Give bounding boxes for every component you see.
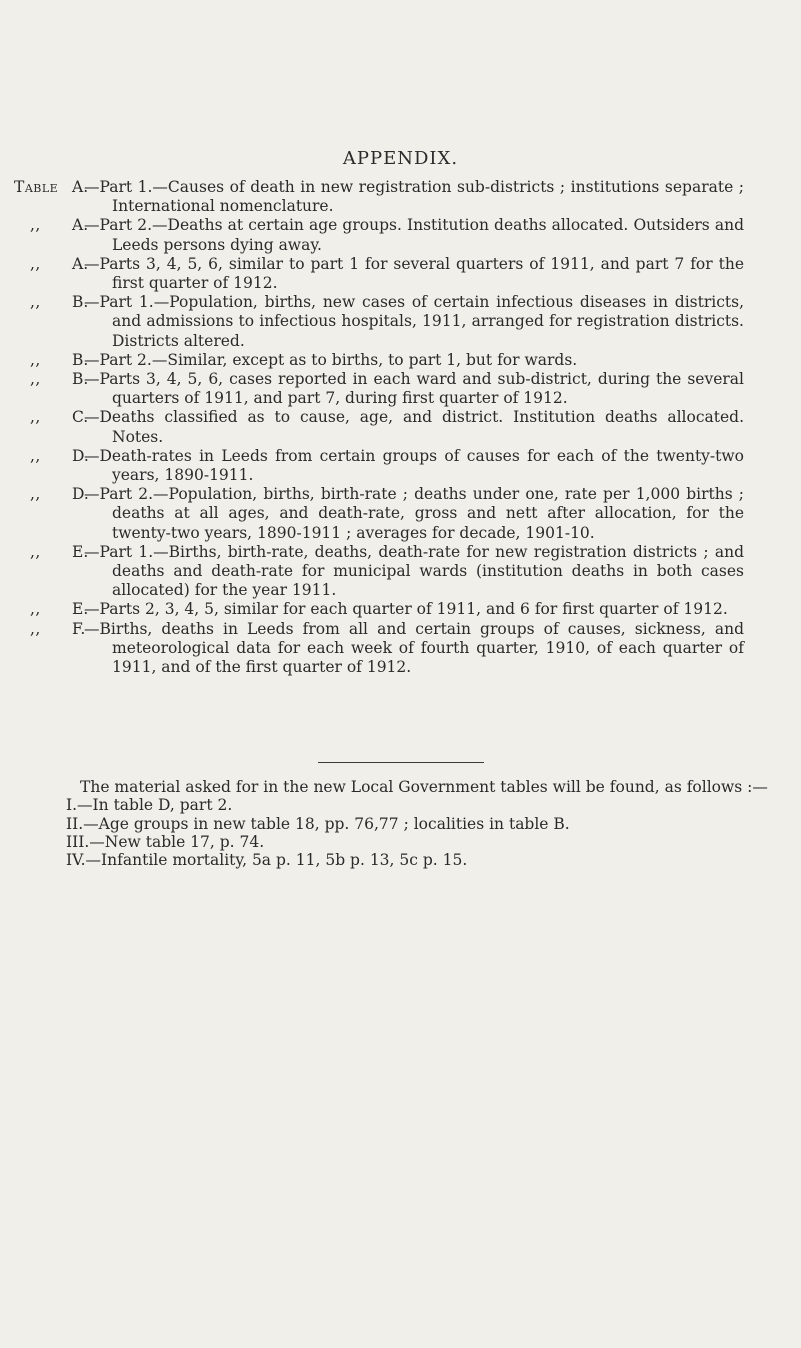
entry-lead: ,, — [30, 446, 41, 465]
table-entry — [14, 485, 774, 543]
entry-letter: F. — [72, 619, 86, 638]
table-entry — [14, 543, 774, 601]
entry-letter: C. — [72, 408, 89, 427]
entry-text: —Part 2.—Population, births, birth-rate ; deaths under one, rate per 1,000 births ; deaths at all ages, and death-rate, gross and nett after allocation, for the twenty-two years, 1890-1911 ; averages for decade, 1901-10. — [84, 485, 744, 542]
entry-lead: ,, — [30, 408, 41, 427]
entry-letter: D. — [72, 485, 89, 504]
entry-letter: D. — [72, 446, 89, 465]
table-entry — [14, 447, 774, 485]
entry-text: —Births, deaths in Leeds from all and certain groups of causes, sickness, and meteorological data for each week of fourth quarter, 1910, of each quarter of 1911, and of the first quarter of 1912. — [84, 619, 744, 677]
table-entry — [14, 216, 774, 254]
notes-intro: The material asked for in the new Local Government tables will be found, as follows :— — [80, 778, 768, 796]
entry-letter: A. — [72, 178, 89, 196]
notes-line: III.—New table 17, p. 74. — [66, 832, 265, 851]
entry-letter: E. — [72, 542, 89, 561]
table-entry — [14, 370, 774, 408]
table-entry — [14, 408, 774, 446]
entry-lead: ,, — [30, 254, 41, 273]
entry-letter: A. — [72, 216, 89, 235]
entry-letter: A. — [72, 254, 89, 273]
notes-line: I.—In table D, part 2. — [66, 796, 233, 815]
entry-letter: B. — [72, 350, 89, 369]
entry-lead: Table — [14, 178, 59, 196]
entry-lead: ,, — [30, 600, 41, 619]
entry-text: —Part 1.—Population, births, new cases of certain infectious diseases in districts, and admissions to infectious hospitals, 1911, arranged for registration districts. Districts altered. — [84, 293, 744, 350]
entry-text: —Parts 3, 4, 5, 6, similar to part 1 for several quarters of 1911, and part 7 for the first quarter of 1912. — [84, 254, 744, 293]
table-entry — [14, 178, 774, 216]
notes-line: II.—Age groups in new table 18, pp. 76,77 ; localities in table B. — [66, 814, 570, 833]
entry-letter: B. — [72, 293, 89, 312]
entry-letter: E. — [72, 600, 89, 619]
entry-text: —Deaths classified as to cause, age, and district. Institution deaths allocated. Notes. — [84, 408, 744, 446]
entry-text: —Parts 2, 3, 4, 5, similar for each quarter of 1911, and 6 for first quarter of 1912. — [84, 600, 728, 619]
entry-text: —Part 1.—Causes of death in new registration sub-districts ; institutions separate ; International nomenclature. — [84, 178, 744, 216]
entry-lead: ,, — [30, 350, 41, 369]
page-title: APPENDIX. — [342, 148, 459, 169]
notes-section — [50, 778, 780, 869]
entry-lead: ,, — [30, 619, 41, 638]
entry-lead: ,, — [30, 216, 41, 235]
table-entry — [14, 600, 774, 619]
entry-lead: ,, — [30, 485, 41, 504]
table-list — [14, 178, 774, 677]
table-entry — [14, 620, 774, 678]
table-entry — [14, 255, 774, 293]
table-entry — [14, 293, 774, 351]
entry-letter: B. — [72, 370, 89, 389]
table-entry — [14, 351, 774, 370]
entry-text: —Part 2.—Deaths at certain age groups. Institution deaths allocated. Outsiders and Leeds persons dying away. — [84, 216, 744, 254]
entry-lead: ,, — [30, 542, 41, 561]
entry-lead: ,, — [30, 370, 41, 389]
entry-text: —Part 1.—Births, birth-rate, deaths, death-rate for new registration districts ; and deaths and death-rate for municipal wards (institution deaths in both cases allocated) for the year 1911. — [84, 542, 744, 600]
entry-text: —Part 2.—Similar, except as to births, to part 1, but for wards. — [84, 350, 578, 369]
entry-lead: ,, — [30, 293, 41, 312]
notes-line: IV.—Infantile mortality, 5a p. 11, 5b p. 13, 5c p. 15. — [66, 851, 468, 870]
entry-text: —Parts 3, 4, 5, 6, cases reported in each ward and sub-district, during the several quarters of 1911, and part 7, during first quarter of 1912. — [84, 370, 744, 408]
section-divider — [318, 762, 484, 763]
entry-text: —Death-rates in Leeds from certain groups of causes for each of the twenty-two years, 1890-1911. — [84, 446, 744, 485]
